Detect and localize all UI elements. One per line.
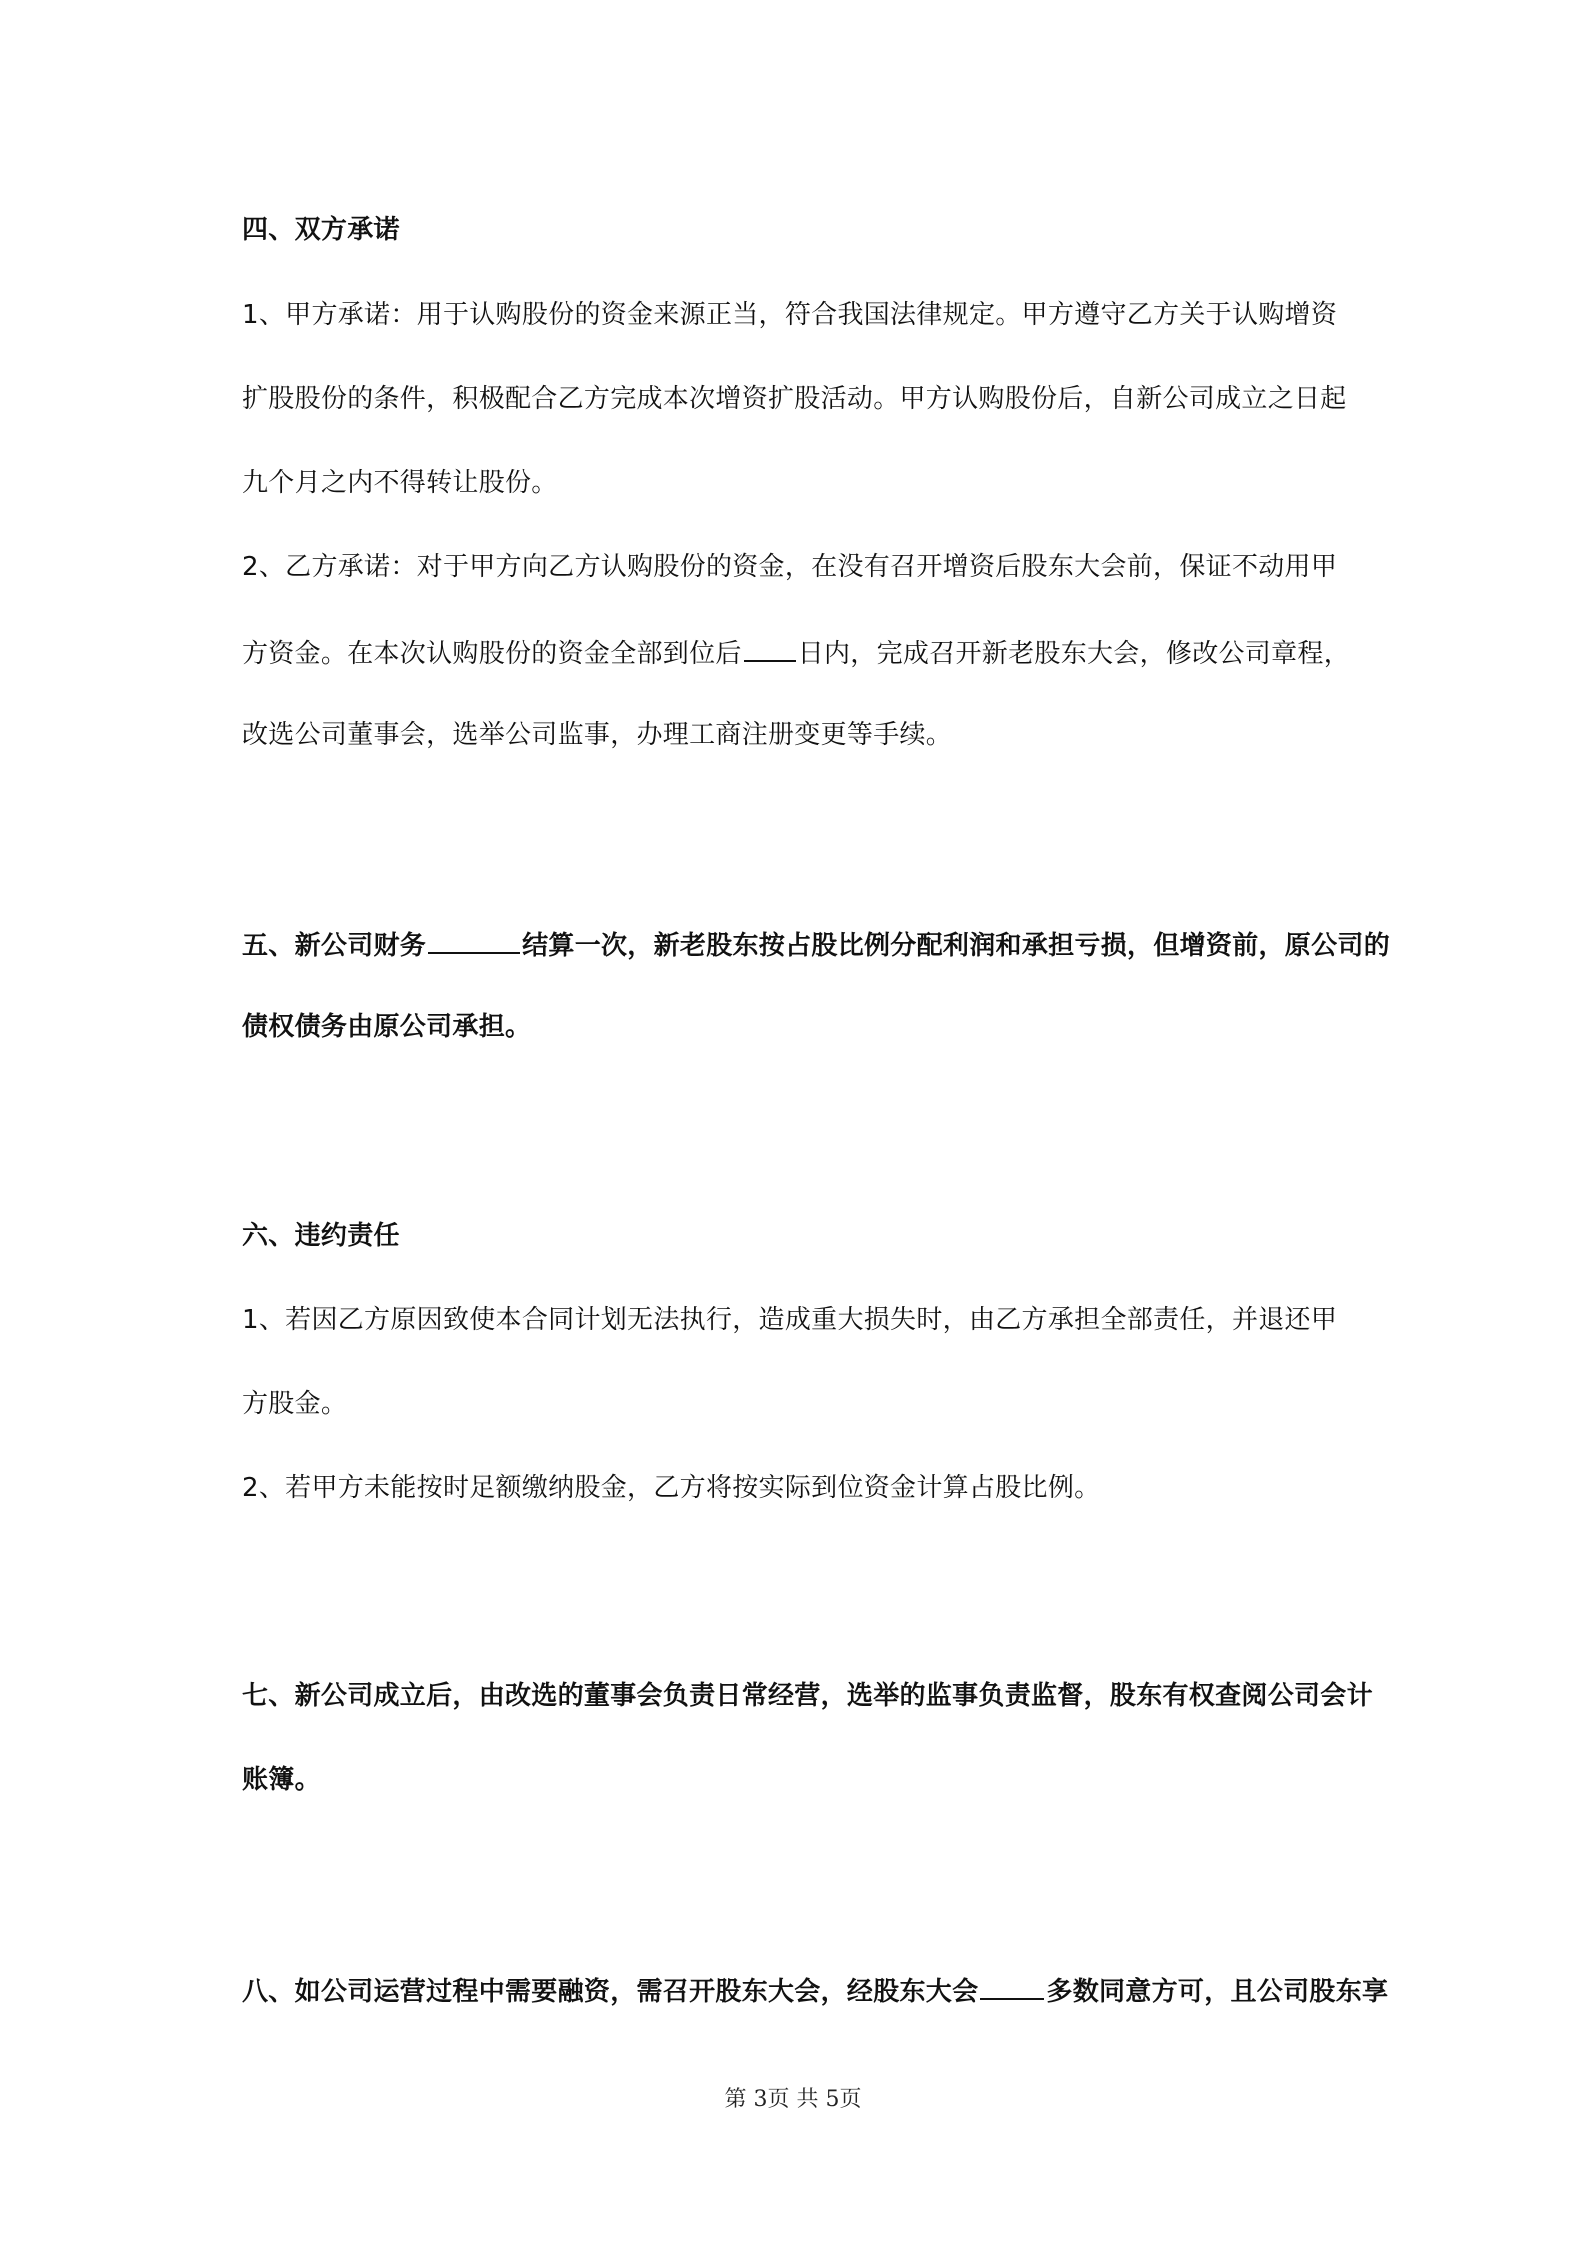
s8-line1-part-a: 八、如公司运营过程中需要融资，需召开股东大会，经股东大会 — [242, 1977, 979, 2007]
s4-p1-line3: 九个月之内不得转让股份。 — [242, 468, 558, 498]
settlement-period-blank[interactable] — [428, 926, 520, 954]
s4-p1-line1: 1、甲方承诺：用于认购股份的资金来源正当，符合我国法律规定。甲方遵守乙方关于认购增资 — [242, 300, 1338, 330]
section-7-line2: 账簿。 — [242, 1765, 321, 1795]
s5-line1-part-a: 五、新公司财务 — [242, 931, 427, 961]
s4-p2-line3: 改选公司董事会，选举公司监事，办理工商注册变更等手续。 — [242, 720, 953, 750]
s4-p1-line2: 扩股股份的条件，积极配合乙方完成本次增资扩股活动。甲方认购股份后，自新公司成立之日起 — [242, 384, 1347, 414]
section-4-heading: 四、双方承诺 — [242, 215, 400, 245]
majority-blank[interactable] — [980, 1972, 1044, 2000]
section-5-line2: 债权债务由原公司承担。 — [242, 1012, 532, 1042]
s4-p2-line2-part-a: 方资金。在本次认购股份的资金全部到位后 — [242, 639, 742, 669]
s6-p1-line2: 方股金。 — [242, 1389, 348, 1419]
days-blank[interactable] — [744, 634, 796, 662]
page-footer: 第 3页 共 5页 — [724, 2087, 862, 2112]
s4-p2-line2 — [242, 634, 1357, 671]
section-6-heading: 六、违约责任 — [242, 1221, 400, 1251]
s8-line1-part-b: 多数同意方可，且公司股东享 — [1046, 1977, 1389, 2007]
section-8-line1 — [242, 1972, 1389, 2009]
section-5-line1 — [242, 926, 1391, 963]
s4-p2-line1: 2、乙方承诺：对于甲方向乙方认购股份的资金，在没有召开增资后股东大会前，保证不动用甲 — [242, 552, 1338, 582]
s6-p1-line1: 1、若因乙方原因致使本合同计划无法执行，造成重大损失时，由乙方承担全部责任，并退还甲 — [242, 1305, 1338, 1335]
s5-line1-part-b: 结算一次，新老股东按占股比例分配利润和承担亏损，但增资前，原公司的 — [522, 931, 1391, 961]
s4-p2-line2-part-b: 日内，完成召开新老股东大会，修改公司章程， — [797, 639, 1351, 669]
s6-p2-line1: 2、若甲方未能按时足额缴纳股金，乙方将按实际到位资金计算占股比例。 — [242, 1473, 1101, 1503]
section-7-line1: 七、新公司成立后，由改选的董事会负责日常经营，选举的监事负责监督，股东有权查阅公司会计 — [242, 1681, 1373, 1711]
